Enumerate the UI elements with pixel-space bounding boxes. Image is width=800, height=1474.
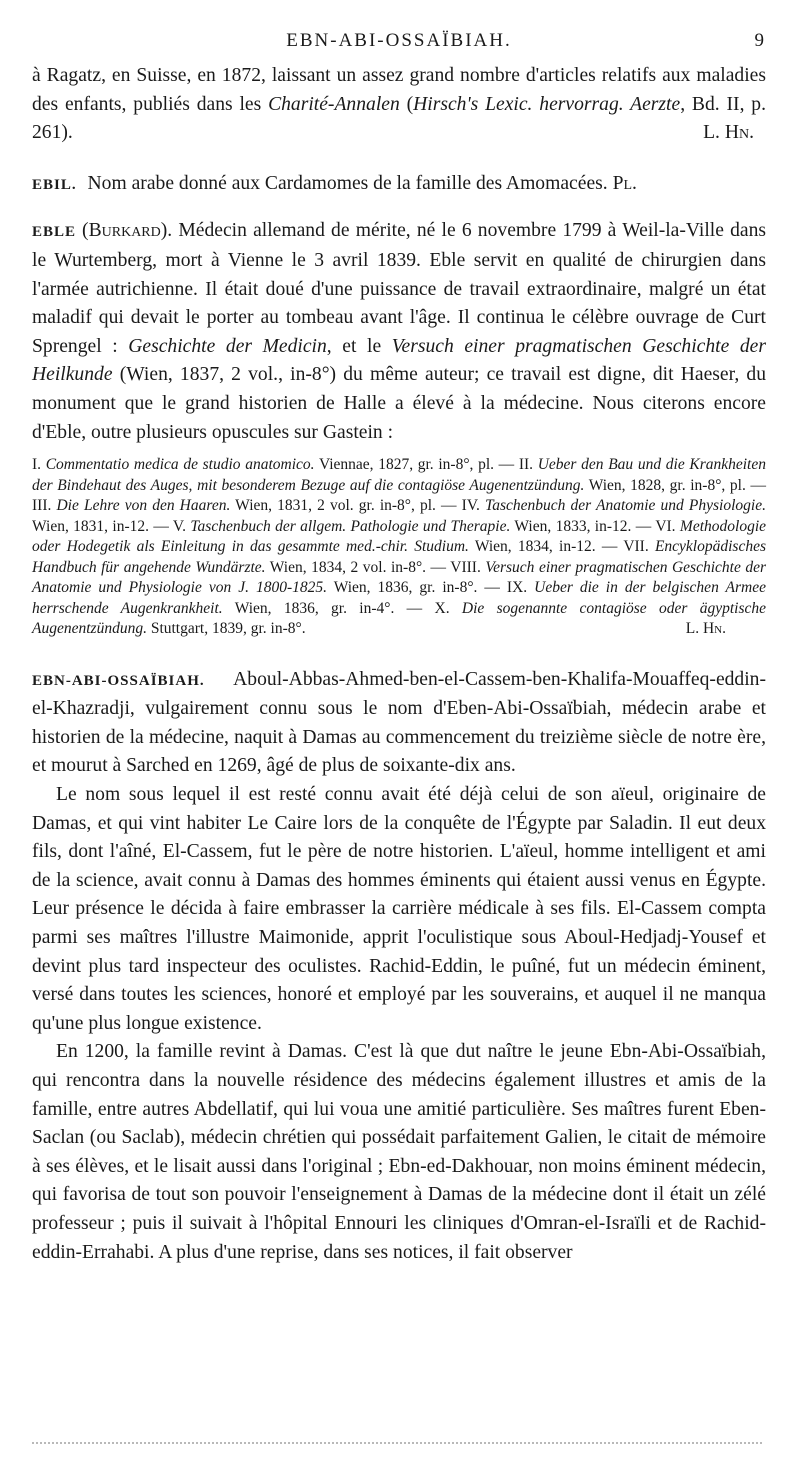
text-run: , Bd. II, p. 261). [32, 93, 766, 144]
text-run: ). Médecin allemand de mérite, né le 6 novembre 1799 à Weil-la-Ville dans le Wurtemberg, mort à Vienne le 3 avril 1839. Eble servit en qualité de chirurgien dans l'armée autrichienne. Il était doué d'une puissance de travail extraordinaire, malgré un état maladif qui devait le porter au tombeau avant l'âge. Il continua le célèbre ouvrage de Curt Sprengel : [32, 220, 766, 357]
work-title: Methodologie oder Hodegetik als Einleitung in das gesammte med.-chir. Studium. [32, 517, 767, 556]
entry-ebn-abi-ossaibiah [32, 666, 766, 781]
work-number: III. [32, 497, 57, 515]
running-title: EBN-ABI-OSSAÏBIAH. [286, 30, 512, 51]
page-number: 9 [754, 30, 766, 51]
work-number: X. [434, 599, 462, 617]
author-signature: Pl. [612, 172, 637, 194]
work-title: Die sogenannte contagiöse oder ägyptische Augenentzündung. [32, 599, 767, 638]
entry-headword: EBLE [32, 224, 77, 241]
continuation-paragraph [32, 62, 766, 148]
text-run: (Wien, 1837, 2 vol., in-8°) du même auteur; ce travail est digne, dit Haeser, du monument que le grand historien de Halle a élevé à la médecine. Nous citerons encore d'Eble, outre plusieurs opuscules sur Gastein : [32, 364, 766, 443]
work-publication: Viennae, 1827, gr. in-8°, pl. — [314, 456, 519, 474]
work-publication: Wien, 1831, 2 vol. gr. in-8°, pl. — [230, 497, 462, 515]
text-run: , et le [326, 335, 392, 357]
work-publication: Wien, 1831, in-12. — [32, 517, 173, 535]
entry-text: Nom arabe donné aux Cardamomes de la famille des Amomacées. [87, 172, 608, 194]
work-title: Taschenbuch der allgem. Pathologie und Therapie. [190, 517, 511, 535]
work-title: Ueber den Bau und die Krankheiten der Bindehaut des Auges, mit besonderem Bezuge auf die contagiöse Augenentzündung. [32, 456, 766, 494]
work-number: IX. [506, 579, 535, 597]
author-signature: L. Hn. [685, 620, 726, 638]
work-publication: Wien, 1833, in-12. — [510, 517, 656, 535]
italic-title: Charité-Annalen [268, 93, 400, 115]
work-title: Taschenbuch der Anatomie und Physiologie. [485, 497, 766, 515]
work-publication: Wien, 1834, 2 vol. in-8°. — [265, 558, 451, 576]
italic-title: Versuch einer pragmatischen Geschichte der Heilkunde [32, 335, 766, 386]
italic-title: Geschichte der Medicin [128, 335, 327, 357]
paragraph: Le nom sous lequel il est resté connu avait été déjà celui de son aïeul, originaire de Damas, et qui vint habiter Le Caire lors de la conquête de l'Égypte par Saladin. Il eut deux fils, dont l'aîné, El-Cassem, fut le père de notre historien. L'aïeul, homme intelligent et ami de la science, avait connu à Damas des hommes éminents qui étaient aussi venus en Égypte. Leur présence le décida à faire embrasser la carrière médicale à ses fils. El-Cassem compta parmi ses maîtres l'illustre Maimonide, apprit l'oculistique sous Aboul-Hedjadj-Yousef et devint plus tard inspecteur des oculistes. Rachid-Eddin, le puîné, fut un médecin éminent, versé dans toutes les sciences, honoré et employé par les souverains, et auquel il ne manqua qu'une plus longue existence. [32, 784, 766, 1034]
text-run: ( [82, 220, 89, 242]
work-publication: Wien, 1836, gr. in-4°. — [222, 599, 435, 617]
work-number: V. [172, 517, 191, 535]
entry-text: Aboul-Abbas-Ahmed-ben-el-Cassem-ben-Khalifa-Mouaffeq-eddin-el-Khazradji, vulgairement connu sous le nom d'Eben-Abi-Ossaïbiah, médecin arabe et historien de la médecine, naquit à Damas au commencement du treizième siècle de notre ère, et mourut à Sarched en 1269, âgé de plus de soixante-dix ans. [32, 668, 766, 777]
work-title: Commentatio medica de studio anatomico. [45, 456, 315, 474]
italic-title: Hirsch's Lexic. hervorrag. Aerzte [413, 93, 681, 115]
work-publication: Wien, 1828, gr. in-8°, pl. — [584, 476, 766, 494]
work-title: Die Lehre von den Haaren. [56, 497, 231, 515]
entry-ebil [32, 170, 766, 200]
work-title: Ueber die in der belgischen Armee herrschende Augenkrankheit. [32, 579, 766, 617]
entry-headword: EBIL. [32, 176, 77, 193]
given-name: Burkard [88, 220, 161, 242]
work-number: II. [518, 456, 538, 474]
work-publication: Wien, 1834, in-12. — [468, 538, 624, 556]
work-title: Versuch einer pragmatischen Geschichte der Anatomie und Physiologie von J. 1800-1825. [32, 558, 766, 597]
text-run: à Ragatz, en Suisse, en 1872, laissant un assez grand nombre d'articles relatifs aux maladies des enfants, publiés dans les [32, 65, 766, 115]
running-head [32, 30, 766, 60]
paragraph: En 1200, la famille revint à Damas. C'est là que dut naître le jeune Ebn-Abi-Ossaïbiah, qui rencontra dans la nouvelle résidence des médecins également illustres et amis de la famille, entre autres Abdellatif, qui lui voua une amitié particulière. Ses maîtres furent Eben-Saclan (ou Saclab), médecin chrétien qui possédait parfaitement Galien, le citait de mémoire à ses élèves, et le lisait aussi dans l'original ; Ebn-ed-Dakhouar, non moins éminent médecin, qui favorisa de tout son pouvoir l'enseignement à Damas de la médecine dont il était un zélé professeur ; puis il suivait à l'hôpital Ennouri les cliniques d'Omran-el-Israïli et de Rachid-eddin-Errahabi. A plus d'une reprise, dans ses notices, il fait observer [32, 1041, 766, 1263]
work-number: VI. [655, 517, 680, 535]
work-number: VIII. [450, 558, 486, 576]
work-publication: Wien, 1836, gr. in-8°. — [327, 579, 507, 597]
work-title: Encyklopädisches Handbuch für angehende Wundärzte. [32, 538, 766, 576]
work-number: IV. [461, 497, 486, 515]
entry-headword: EBN-ABI-OSSAÏBIAH. [32, 672, 205, 689]
footer-rule [32, 1442, 762, 1444]
work-publication: Stuttgart, 1839, gr. in-8°. [146, 620, 306, 638]
works-list [32, 455, 766, 640]
work-number: VII. [623, 538, 655, 556]
entry-eble [32, 217, 766, 447]
text-run: ( [399, 93, 414, 115]
author-signature: L. Hn. [703, 122, 754, 144]
page [32, 30, 766, 1267]
work-number: I. [32, 456, 46, 474]
